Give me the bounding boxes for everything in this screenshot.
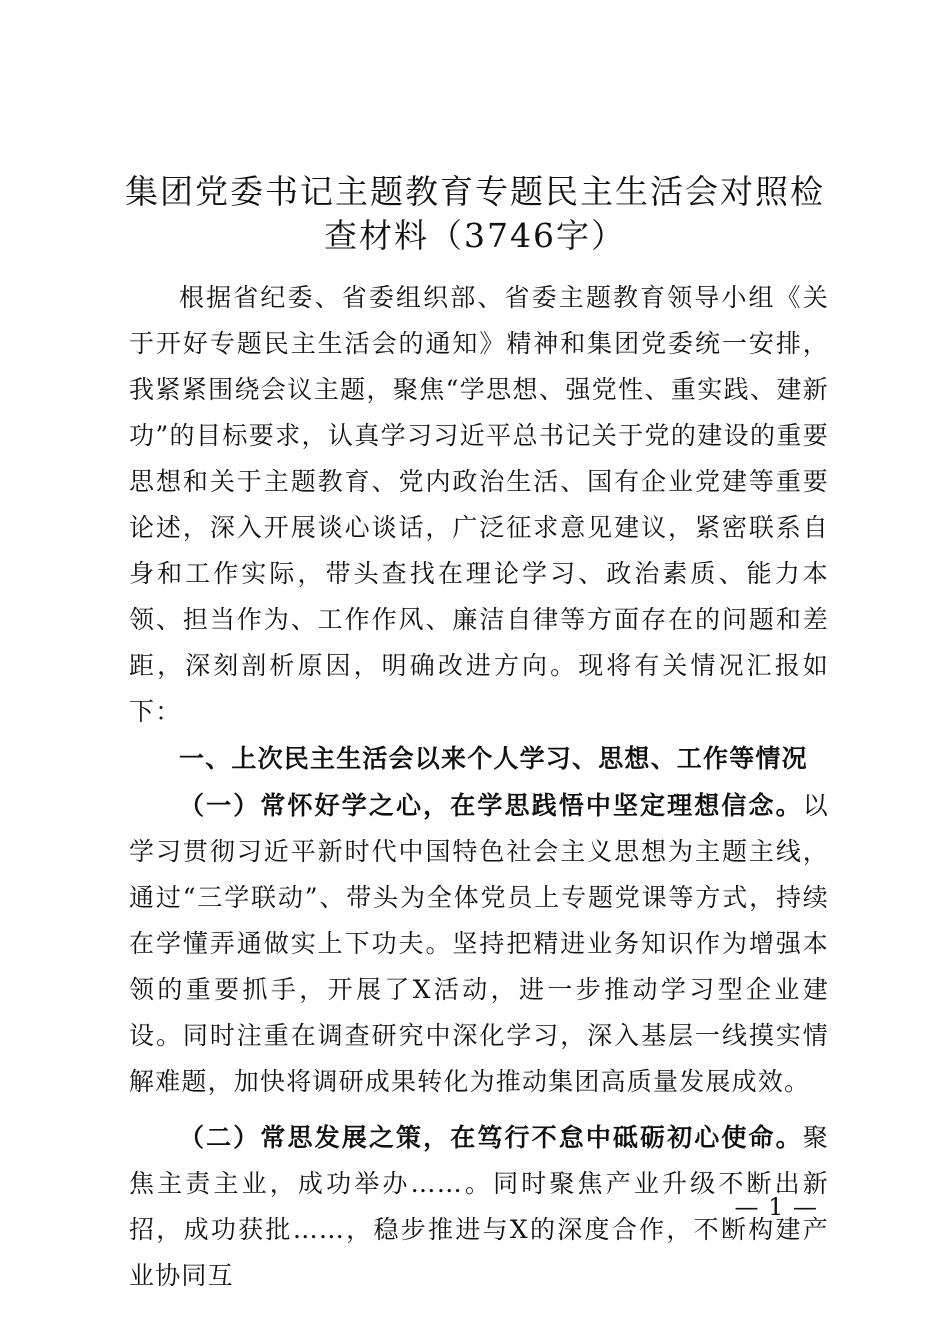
subsection-2-paragraph — [129, 1115, 829, 1299]
subsection-2-body: 聚焦主责主业，成功举办……。同时聚焦产业升级不断出新招，成功获批……，稳步推进与X的深度合作，不断构建产业协同互 — [129, 1123, 829, 1290]
page-number: — 1 — — [734, 1193, 818, 1221]
title-line-2: 查材料（3746字） — [324, 216, 626, 255]
subsection-2-heading: （二）常思发展之策，在笃行不怠中砥砺初心使命。 — [179, 1123, 803, 1152]
title-line-1: 集团党委书记主题教育专题民主生活会对照检 — [125, 172, 825, 211]
subsection-1-paragraph — [129, 783, 829, 1105]
subsection-1-heading: （一）常怀好学之心，在学思践悟中坚定理想信念。 — [179, 791, 803, 820]
section-heading-1: 一、上次民主生活会以来个人学习、思想、工作等情况 — [179, 744, 808, 773]
paragraph-spacer — [129, 1105, 829, 1115]
document-body — [129, 275, 829, 1299]
subsection-1-body: 以学习贯彻习近平新时代中国特色社会主义思想为主题主线，通过“三学联动”、带头为全体党员上专题党课等方式，持续在学懂弄通做实上下功夫。坚持把精进业务知识作为增强本领的重要抓手，开展了X活动，进一步推动学习型企业建设。同时注重在调查研究中深化学习，深入基层一线摸实情解难题，加快将调研成果转化为推动集团高质量发展成效。 — [129, 791, 829, 1096]
intro-paragraph: 根据省纪委、省委组织部、省委主题教育领导小组《关于开好专题民主生活会的通知》精神和集团党委统一安排，我紧紧围绕会议主题，聚焦“学思想、强党性、重实践、建新功”的目标要求，认真学习习近平总书记关于党的建设的重要思想和关于主题教育、党内政治生活、国有企业党建等重要论述，深入开展谈心谈话，广泛征求意见建议，紧密联系自身和工作实际，带头查找在理论学习、政治素质、能力本领、担当作为、工作作风、廉洁自律等方面存在的问题和差距，深刻剖析原因，明确改进方向。现将有关情况汇报如下： — [129, 283, 829, 726]
document-title — [110, 170, 840, 258]
